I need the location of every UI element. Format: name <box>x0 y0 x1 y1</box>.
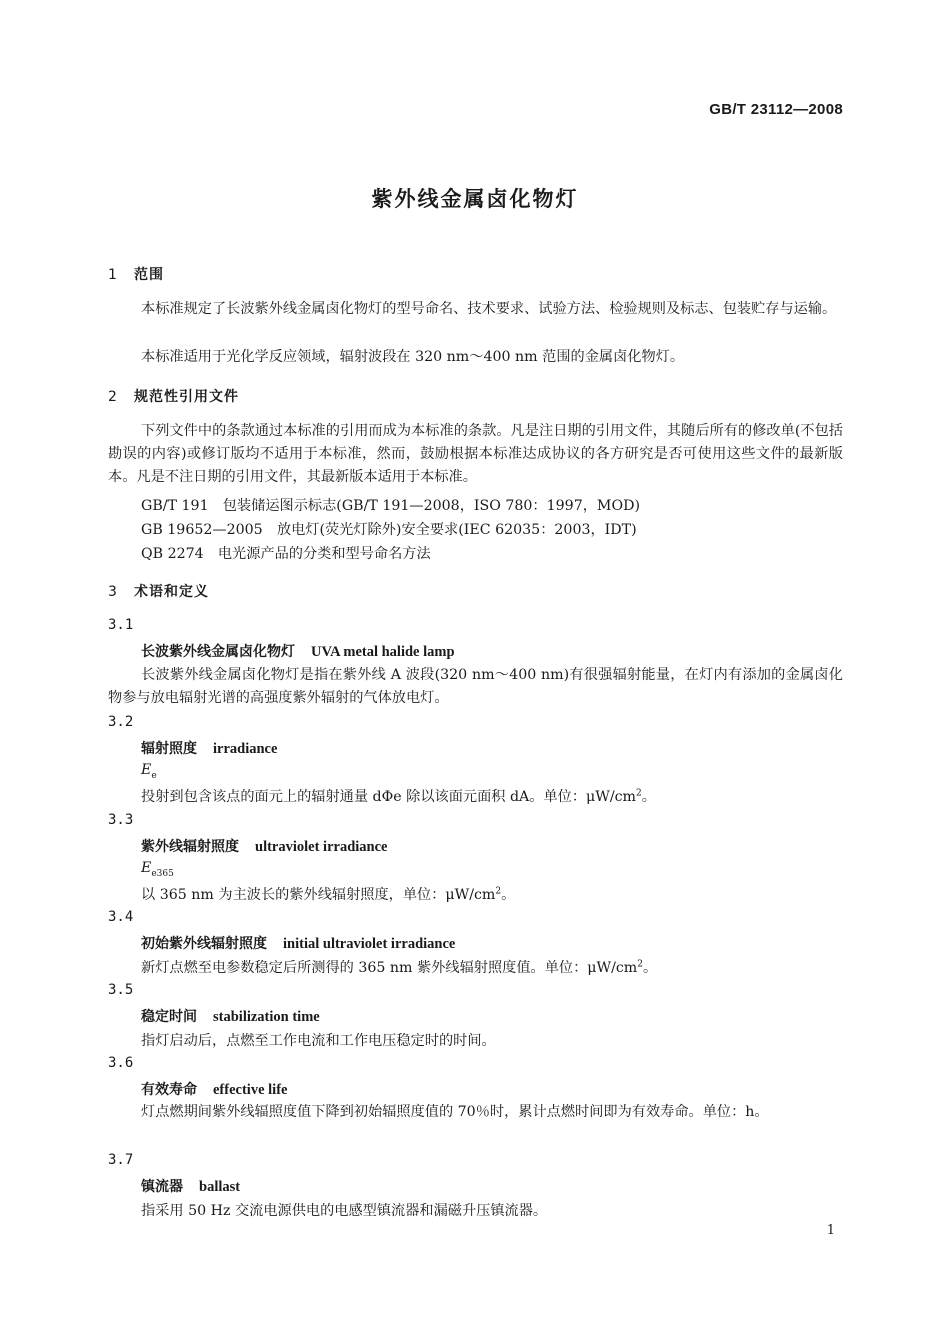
section-heading-1 <box>108 264 164 284</box>
term-number: 3.7 <box>108 1152 134 1168</box>
term-definition: 指灯启动后，点燃至工作电流和工作电压稳定时的时间。 <box>141 1033 496 1049</box>
section-number: 1 <box>108 267 118 283</box>
standard-number: GB/T 23112—2008 <box>709 101 843 118</box>
term-heading: 紫外线辐射照度 ultraviolet irradiance <box>141 839 388 855</box>
term-definition: 指采用 50 Hz 交流电源供电的电感型镇流器和漏磁升压镇流器。 <box>141 1203 548 1219</box>
term-number: 3.1 <box>108 617 134 633</box>
term-heading: 长波紫外线金属卤化物灯 UVA metal halide lamp <box>141 644 455 660</box>
term-definition: 灯点燃期间紫外线辐照度值下降到初始辐照度值的 70％时，累计点燃时间即为有效寿命。单位：h。 <box>141 1104 769 1120</box>
term-definition: 新灯点燃至电参数稳定后所测得的 365 nm 紫外线辐射照度值。单位：$\mu W/cm^2$。 <box>141 959 658 976</box>
term-definition: 长波紫外线金属卤化物灯是指在紫外线 A 波段(320 nm～400 nm)有很强辐射能量，在灯内有添加的金属卤化物参与放电辐射光谱的高强度紫外辐射的气体放电灯。 <box>108 667 843 706</box>
reference-item: QB 2274 电光源产品的分类和型号命名方法 <box>141 546 431 562</box>
reference-item: GB 19652—2005 放电灯(荧光灯除外)安全要求(IEC 62035：2003，IDT) <box>141 522 637 538</box>
paragraph: 本标准规定了长波紫外线金属卤化物灯的型号命名、技术要求、试验方法、检验规则及标志、包装贮存与运输。 <box>141 301 837 317</box>
section-title: 规范性引用文件 <box>134 389 239 405</box>
term-definition: 以 365 nm 为主波长的紫外线辐射照度，单位：$\mu W/cm^2$。 <box>141 886 516 903</box>
section-number: 3 <box>108 584 118 600</box>
section-heading-2 <box>108 386 239 406</box>
section-heading-3 <box>108 581 209 601</box>
page-number: 1 <box>826 1223 835 1238</box>
term-symbol: $E_e$ <box>141 762 157 781</box>
term-heading: 辐射照度 irradiance <box>141 741 278 757</box>
section-title: 术语和定义 <box>134 584 209 600</box>
term-number: 3.3 <box>108 812 134 828</box>
term-heading: 稳定时间 stabilization time <box>141 1009 320 1025</box>
section-title: 范围 <box>134 267 164 283</box>
term-number: 3.2 <box>108 714 134 730</box>
term-number: 3.5 <box>108 982 134 998</box>
term-number: 3.6 <box>108 1055 134 1071</box>
paragraph: 本标准适用于光化学反应领域，辐射波段在 320 nm～400 nm 范围的金属卤化物灯。 <box>141 349 685 365</box>
reference-item: GB/T 191 包装储运图示标志(GB/T 191—2008，ISO 780：1997，MOD) <box>141 498 640 514</box>
term-number: 3.4 <box>108 909 134 925</box>
paragraph: 下列文件中的条款通过本标准的引用而成为本标准的条款。凡是注日期的引用文件，其随后所有的修改单(不包括勘误的内容)或修订版均不适用于本标准，然而，鼓励根据本标准达成协议的各方研究是否可使用这些文件的最新版本。凡是不注日期的引用文件，其最新版本适用于本标准。 <box>108 423 843 485</box>
section-number: 2 <box>108 389 118 405</box>
term-symbol: $E_{e365}$ <box>141 860 174 879</box>
document-title: 紫外线金属卤化物灯 <box>371 187 579 211</box>
term-heading: 初始紫外线辐射照度 initial ultraviolet irradiance <box>141 936 456 952</box>
term-definition: 投射到包含该点的面元上的辐射通量 dΦe 除以该面元面积 dA。单位：$\mu W/cm^2$。 <box>141 788 656 805</box>
term-heading: 镇流器 ballast <box>141 1179 241 1195</box>
term-heading: 有效寿命 effective life <box>141 1082 288 1098</box>
